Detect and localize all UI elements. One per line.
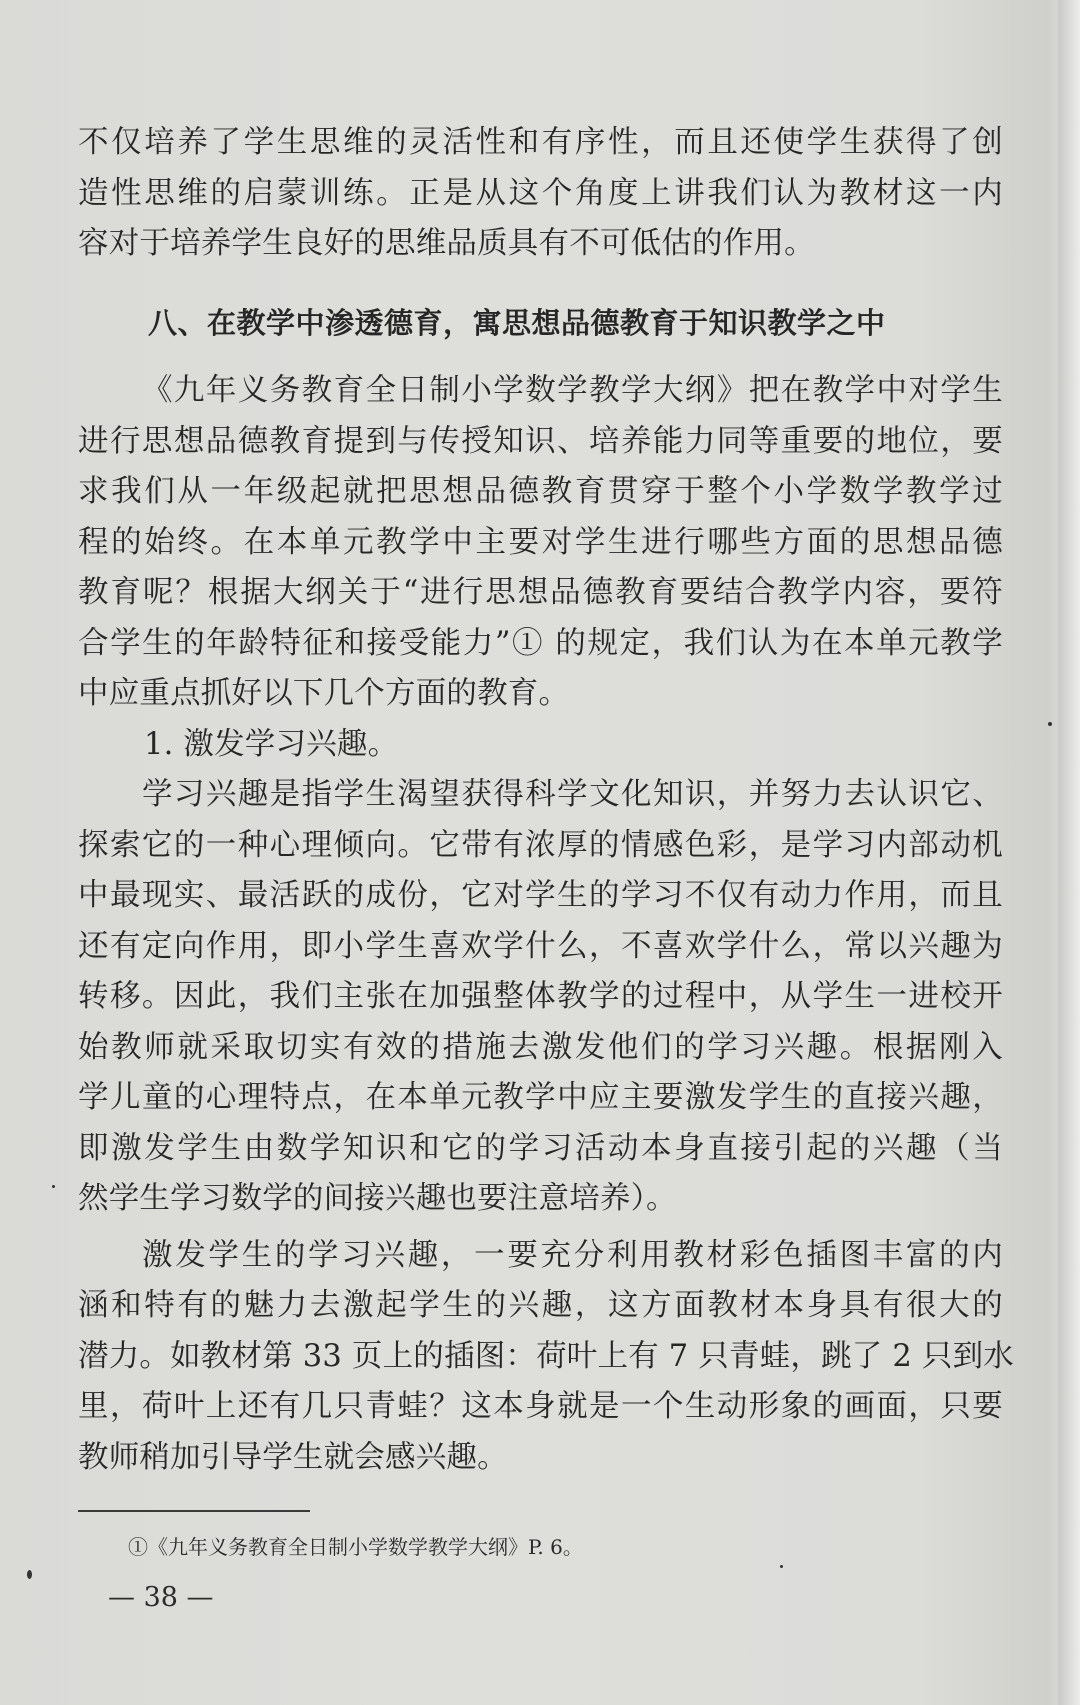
text-line: 学儿童的心理特点，在本单元教学中应主要激发学生的直接兴趣， — [78, 1080, 1003, 1115]
text-line: 即激发学生由数学知识和它的学习活动本身直接引起的兴趣（当 — [78, 1130, 1003, 1166]
text-line: 探索它的一种心理倾向。它带有浓厚的情感色彩，是学习内部动机 — [78, 827, 1003, 863]
body-text — [78, 118, 1014, 1483]
text-line: 学习兴趣是指学生渴望获得科学文化知识，并努力去认识它、 — [142, 777, 1003, 812]
text-line: 进行思想品德教育提到与传授知识、培养能力同等重要的地位，要 — [78, 423, 1003, 459]
text-line: 始教师就采取切实有效的措施去激发他们的学习兴趣。根据刚入 — [78, 1029, 1003, 1065]
text-line: 涵和特有的魅力去激起学生的兴趣，这方面教材本身具有很大的 — [78, 1288, 1003, 1323]
paragraph-4 — [78, 1231, 1014, 1484]
text-line: 中应重点抓好以下几个方面的教育。 — [78, 676, 570, 711]
text-line: 《九年义务教育全日制小学数学教学大纲》把在教学中对学生 — [142, 373, 1003, 408]
footnote: ①《九年义务教育全日制小学数学教学大纲》P. 6。 — [128, 1535, 583, 1559]
text-line: 中最现实、最活跃的成份，它对学生的学习不仅有动力作用，而且 — [78, 878, 1003, 913]
list-item-heading: 1. 激发学习兴趣。 — [144, 726, 399, 762]
ink-speck — [780, 1565, 783, 1568]
text-line: 合学生的年龄特征和接受能力”① 的规定，我们认为在本单元教学 — [78, 625, 1003, 661]
ink-speck — [27, 1570, 32, 1579]
text-line: 激发学生的学习兴趣，一要充分利用教材彩色插图丰富的内 — [142, 1237, 1003, 1273]
text-line: 程的始终。在本单元教学中主要对学生进行哪些方面的思想品德 — [78, 524, 1003, 560]
text-line: 还有定向作用，即小学生喜欢学什么，不喜欢学什么，常以兴趣为 — [78, 928, 1003, 964]
text-line: 造性思维的启蒙训练。正是从这个角度上讲我们认为教材这一内 — [78, 175, 1003, 211]
text-line: 容对于培养学生良好的思维品质具有不可低估的作用。 — [78, 226, 815, 261]
text-line: 教育呢？根据大纲关于“进行思想品德教育要结合教学内容，要符 — [78, 575, 1003, 610]
text-line: 潜力。如教材第 33 页上的插图：荷叶上有 7 只青蛙，跳了 2 只到水 — [78, 1338, 1014, 1374]
page-number: — 38 — — [108, 1582, 214, 1613]
paragraph-3 — [78, 770, 1003, 1225]
text-line: 转移。因此，我们主张在加强整体教学的过程中，从学生一进校开 — [78, 979, 1003, 1014]
text-line: 求我们从一年级起就把思想品德教育贯穿于整个小学数学教学过 — [78, 474, 1003, 509]
text-line: 不仅培养了学生思维的灵活性和有序性，而且还使学生获得了创 — [78, 125, 1003, 160]
ink-speck — [52, 1185, 55, 1188]
page-edge — [1058, 0, 1080, 1705]
paragraph-1 — [78, 118, 1003, 270]
section-heading: 八、在教学中渗透德育，寓思想品德教育于知识教学之中 — [148, 305, 886, 340]
paragraph-2 — [78, 366, 1003, 720]
text-line: 教师稍加引导学生就会感兴趣。 — [78, 1439, 508, 1475]
footnote-divider — [78, 1510, 310, 1512]
ink-speck — [1048, 722, 1052, 726]
text-line: 然学生学习数学的间接兴趣也要注意培养）。 — [78, 1181, 677, 1216]
text-line: 里，荷叶上还有几只青蛙？这本身就是一个生动形象的画面，只要 — [78, 1389, 1003, 1424]
